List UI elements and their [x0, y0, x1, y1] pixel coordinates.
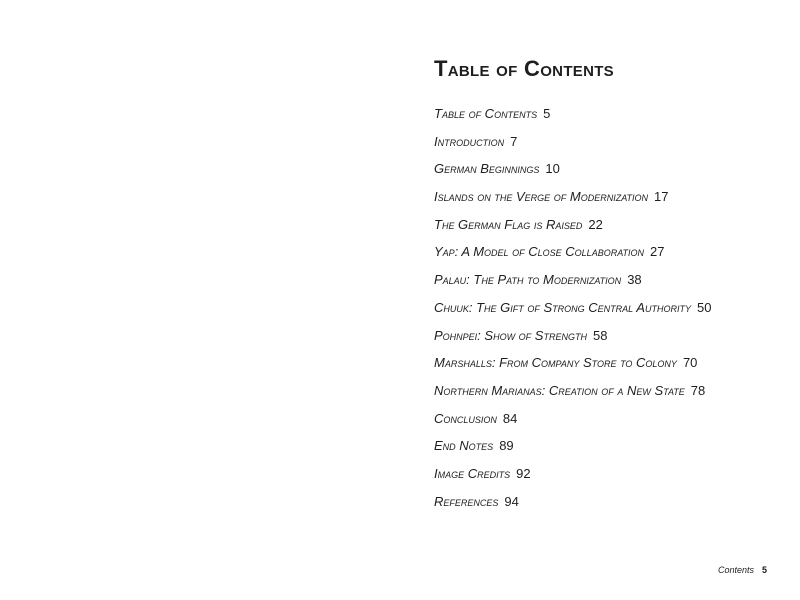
toc-entry-page: 22: [588, 216, 603, 232]
toc-entry-page: 7: [510, 133, 518, 149]
toc-entry: [434, 187, 711, 215]
page-number: 5: [761, 565, 767, 575]
toc-entry-page: 10: [545, 161, 560, 177]
toc-list: [434, 104, 711, 519]
toc-entry-title: Islands on the Verge of Modernization: [434, 189, 649, 205]
toc-entry-title: Chuuk: The Gift of Strong Central Authority: [434, 299, 691, 315]
toc-entry-page: 70: [682, 355, 698, 371]
toc-entry-page: 27: [650, 244, 665, 260]
toc-entry-page: 38: [627, 272, 642, 288]
toc-entry-page: 78: [690, 382, 706, 398]
toc-entry-title: Palau: The Path to Modernization: [434, 272, 622, 288]
toc-entry-page: 94: [504, 493, 519, 509]
toc-entry-title: Yap: A Model of Close Collaboration: [434, 244, 645, 260]
toc-entry-page: 84: [502, 410, 518, 426]
toc-entry: [434, 242, 711, 270]
toc-entry: [434, 159, 711, 187]
toc-entry-title: Northern Marianas: Creation of a New State: [434, 382, 685, 398]
page-title: Table of Contents: [434, 56, 614, 81]
toc-entry: [434, 464, 711, 492]
toc-entry-title: Table of Contents: [434, 106, 538, 121]
toc-entry: [434, 381, 711, 409]
toc-entry-title: Marshalls: From Company Store to Colony: [434, 355, 677, 371]
toc-entry-title: Introduction: [434, 133, 505, 149]
toc-entry-title: References: [434, 493, 499, 509]
toc-entry-title: Conclusion: [434, 410, 497, 426]
footer-label: Contents: [717, 565, 754, 575]
toc-entry-title: Image Credits: [434, 465, 511, 481]
toc-entry-page: 92: [516, 465, 531, 481]
toc-entry: [434, 326, 711, 354]
toc-entry-title: End Notes: [434, 438, 494, 454]
toc-entry-title: German Beginnings: [434, 161, 540, 177]
toc-entry: [434, 409, 711, 437]
toc-entry-title: The German Flag is Raised: [434, 216, 583, 232]
toc-entry: [434, 436, 711, 464]
toc-entry-page: 50: [696, 299, 712, 315]
toc-entry-title: Pohnpei: Show of Strength: [434, 327, 587, 343]
toc-entry: [434, 270, 711, 298]
toc-entry: [434, 104, 711, 132]
toc-entry-page: 58: [592, 327, 608, 343]
toc-entry-page: 89: [499, 438, 514, 454]
toc-entry-page: 17: [654, 189, 669, 205]
toc-entry: [434, 215, 711, 243]
toc-entry-page: 5: [543, 106, 551, 121]
toc-entry: [434, 353, 711, 381]
toc-entry: [434, 298, 711, 326]
toc-entry: [434, 492, 711, 520]
page-footer: [718, 565, 767, 575]
toc-entry: [434, 132, 711, 160]
